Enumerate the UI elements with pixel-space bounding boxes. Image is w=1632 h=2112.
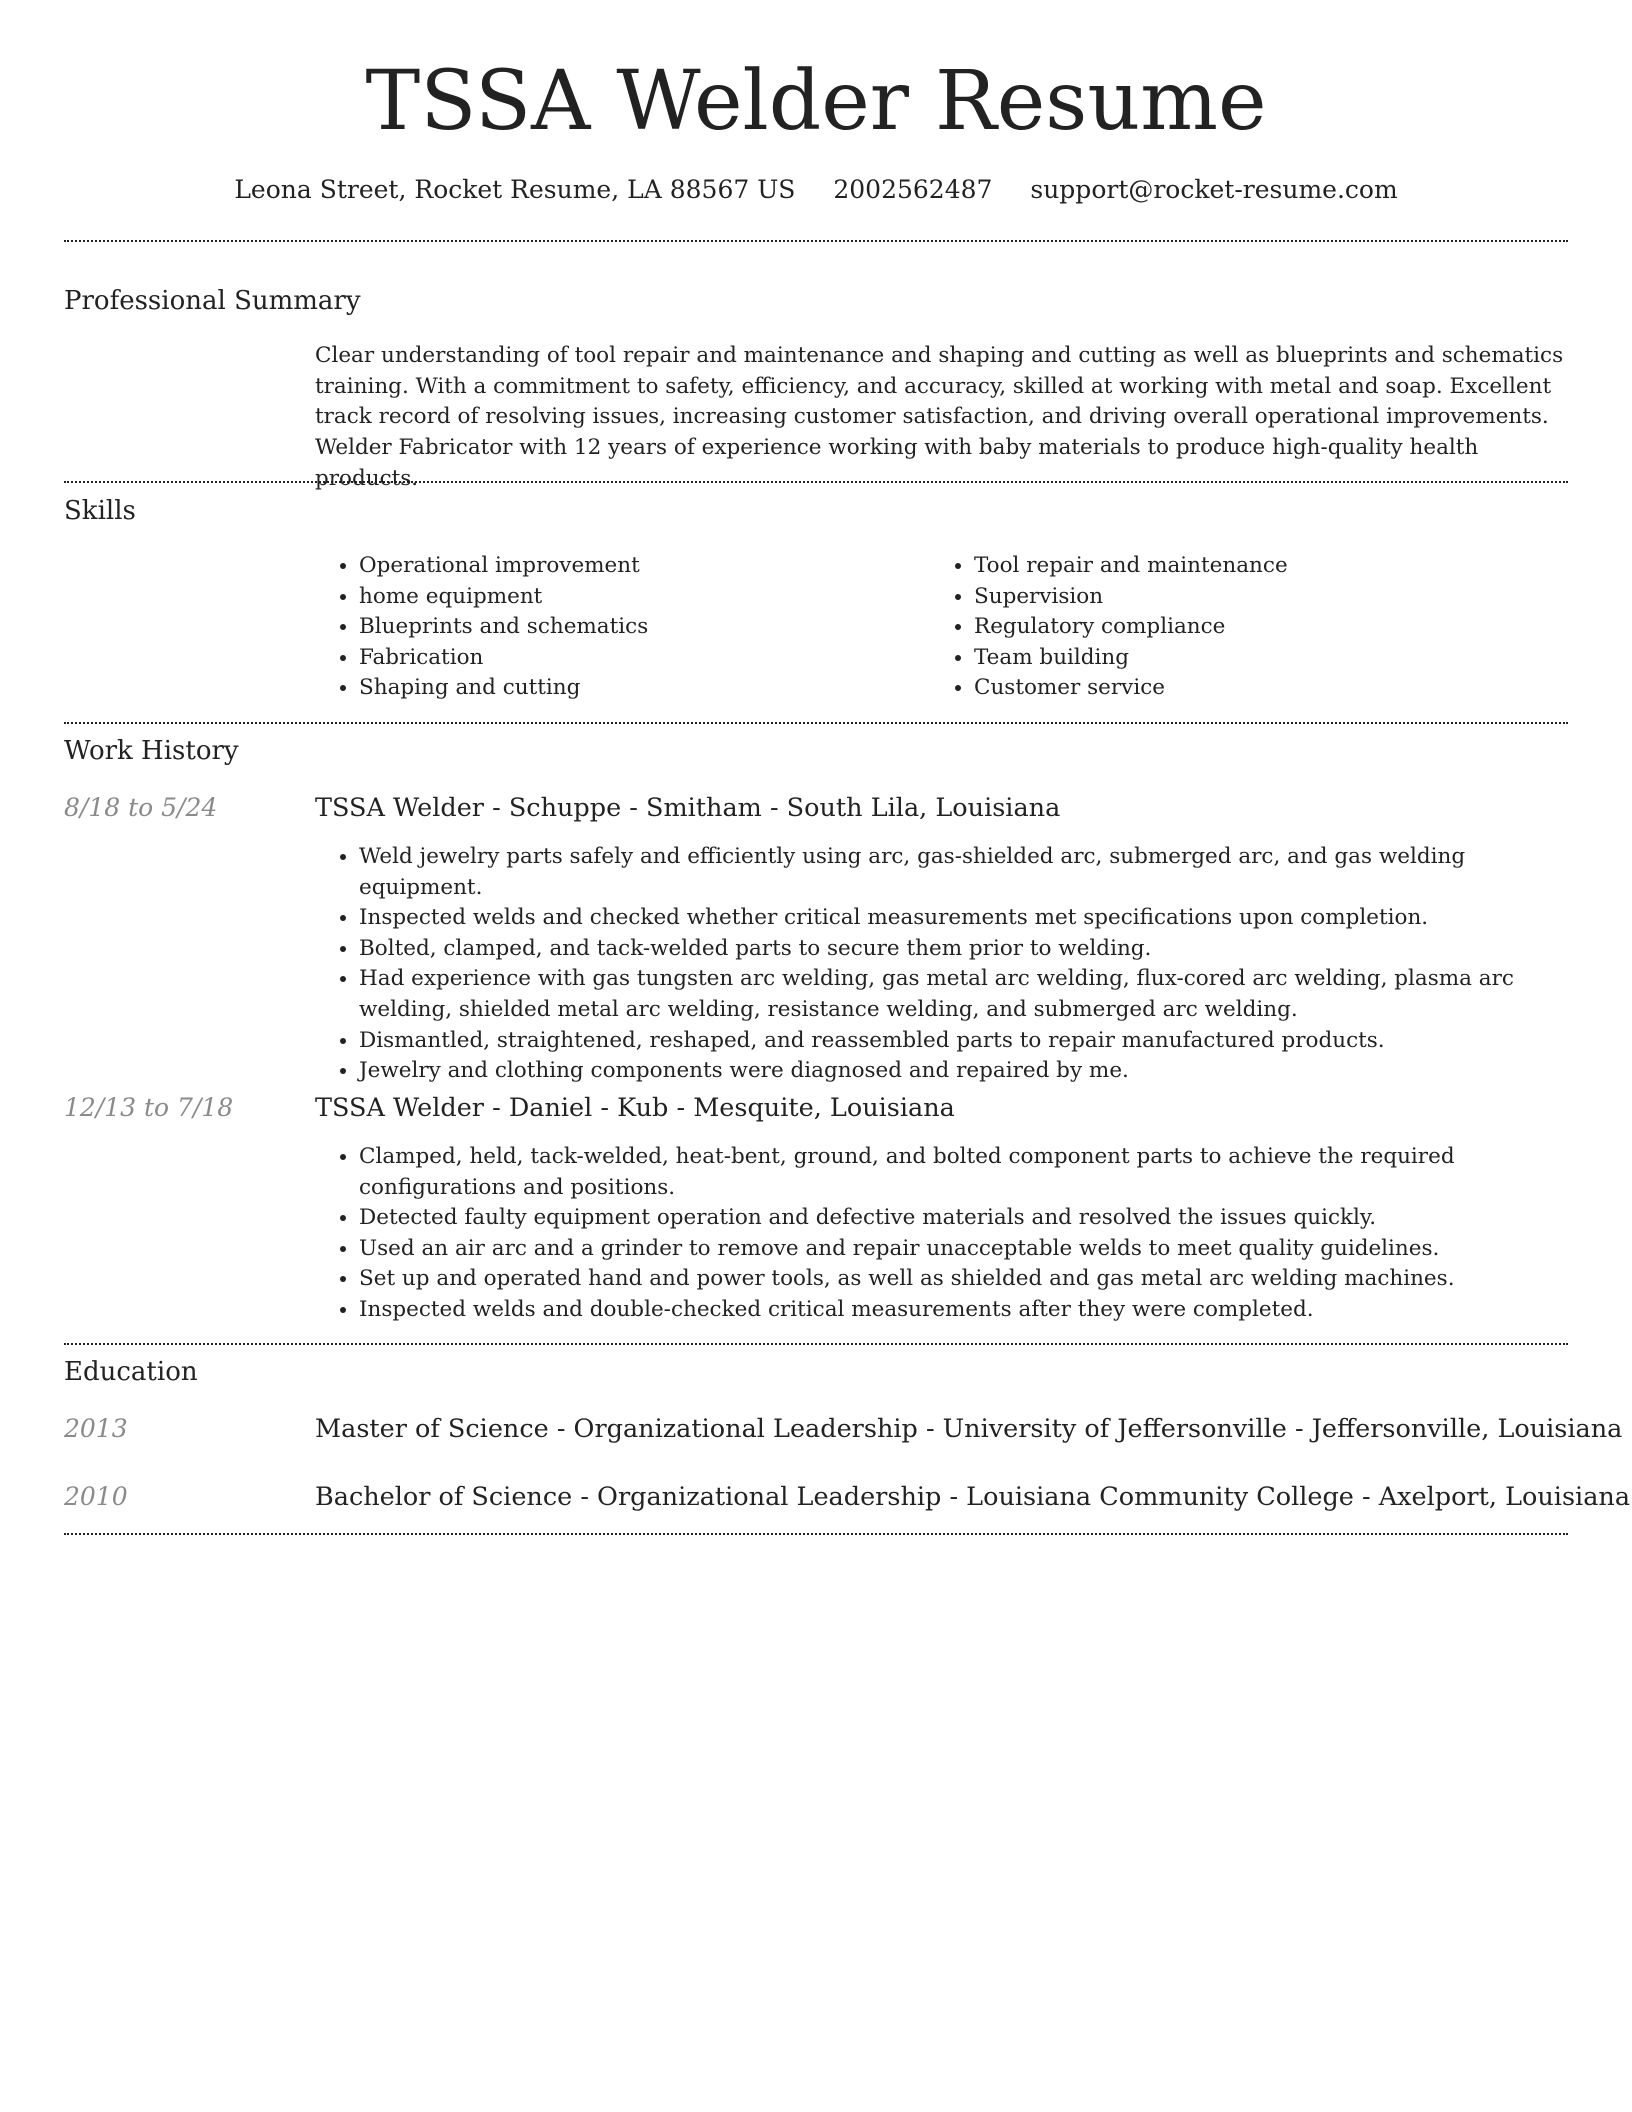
contact-address: Leona Street, Rocket Resume, LA 88567 US xyxy=(234,175,796,204)
education-degree: Bachelor of Science - Organizational Leadership - Louisiana Community College - Axelport, Louisiana xyxy=(315,1482,1631,1512)
job-bullets xyxy=(315,1142,1570,1326)
skill-item: • Customer service xyxy=(974,673,1574,704)
education-year: 2010 xyxy=(64,1482,128,1511)
job-bullet: • Weld jewelry parts safely and efficiently using arc, gas-shielded arc, submerged arc, and gas welding equipment. xyxy=(359,842,1570,903)
job-bullets xyxy=(315,842,1570,1087)
job-bullet: • Inspected welds and checked whether critical measurements met specifications upon completion. xyxy=(359,903,1570,934)
summary-text: Clear understanding of tool repair and maintenance and shaping and cutting as well as blueprints and schematics training. With a commitment to safety, efficiency, and accuracy, skilled at working with metal and soap. Excellent track record of resolving issues, increasing customer satisfaction, and driving overall operational improvements. Welder Fabricator with 12 years of experience working with baby materials to produce high-quality health products. xyxy=(315,343,1564,491)
job-dates: 12/13 to 7/18 xyxy=(64,1093,234,1122)
job-bullet: • Bolted, clamped, and tack-welded parts to secure them prior to welding. xyxy=(359,934,1570,965)
job-dates: 8/18 to 5/24 xyxy=(64,793,218,822)
education-heading: Education xyxy=(64,1357,198,1387)
contact-email[interactable]: support@rocket-resume.com xyxy=(1030,175,1398,204)
skill-item: • Supervision xyxy=(974,582,1574,613)
skill-item: • Operational improvement xyxy=(359,551,919,582)
section-divider xyxy=(64,240,1568,242)
job-title: TSSA Welder - Daniel - Kub - Mesquite, Louisiana xyxy=(315,1093,955,1123)
skill-item: • Blueprints and schematics xyxy=(359,612,919,643)
job-bullet: • Clamped, held, tack-welded, heat-bent, ground, and bolted component parts to achieve the required configurations and positions. xyxy=(359,1142,1570,1203)
summary-heading: Professional Summary xyxy=(64,286,361,316)
education-degree: Master of Science - Organizational Leadership - University of Jeffersonville - Jeffersonville, Louisiana xyxy=(315,1414,1623,1444)
job-title: TSSA Welder - Schuppe - Smitham - South Lila, Louisiana xyxy=(315,793,1061,823)
section-divider xyxy=(64,1533,1568,1535)
skill-item: • Regulatory compliance xyxy=(974,612,1574,643)
education-year: 2013 xyxy=(64,1414,128,1443)
skill-item: • Fabrication xyxy=(359,643,919,674)
job-bullet: • Had experience with gas tungsten arc welding, gas metal arc welding, flux-cored arc welding, plasma arc welding, shielded metal arc welding, resistance welding, and submerged arc welding. xyxy=(359,964,1570,1025)
resume-title: TSSA Welder Resume xyxy=(365,54,1267,149)
job-bullet: • Detected faulty equipment operation and defective materials and resolved the issues quickly. xyxy=(359,1203,1570,1234)
section-divider xyxy=(64,722,1568,724)
job-bullet: • Inspected welds and double-checked critical measurements after they were completed. xyxy=(359,1295,1570,1326)
skills-heading: Skills xyxy=(64,496,136,526)
skills-list-left xyxy=(315,551,919,704)
job-bullet: • Used an air arc and a grinder to remove and repair unacceptable welds to meet quality guidelines. xyxy=(359,1234,1570,1265)
contact-line xyxy=(0,170,1632,210)
section-divider xyxy=(64,481,1568,483)
job-bullet: • Set up and operated hand and power tools, as well as shielded and gas metal arc welding machines. xyxy=(359,1264,1570,1295)
job-bullet: • Jewelry and clothing components were diagnosed and repaired by me. xyxy=(359,1056,1570,1087)
skill-item: • Team building xyxy=(974,643,1574,674)
contact-phone: 2002562487 xyxy=(833,175,993,204)
skill-item: • home equipment xyxy=(359,582,919,613)
work-heading: Work History xyxy=(64,736,239,766)
section-divider xyxy=(64,1343,1568,1345)
skill-item: • Shaping and cutting xyxy=(359,673,919,704)
skill-item: • Tool repair and maintenance xyxy=(974,551,1574,582)
skills-list-right xyxy=(930,551,1574,704)
job-bullet: • Dismantled, straightened, reshaped, and reassembled parts to repair manufactured products. xyxy=(359,1026,1570,1057)
